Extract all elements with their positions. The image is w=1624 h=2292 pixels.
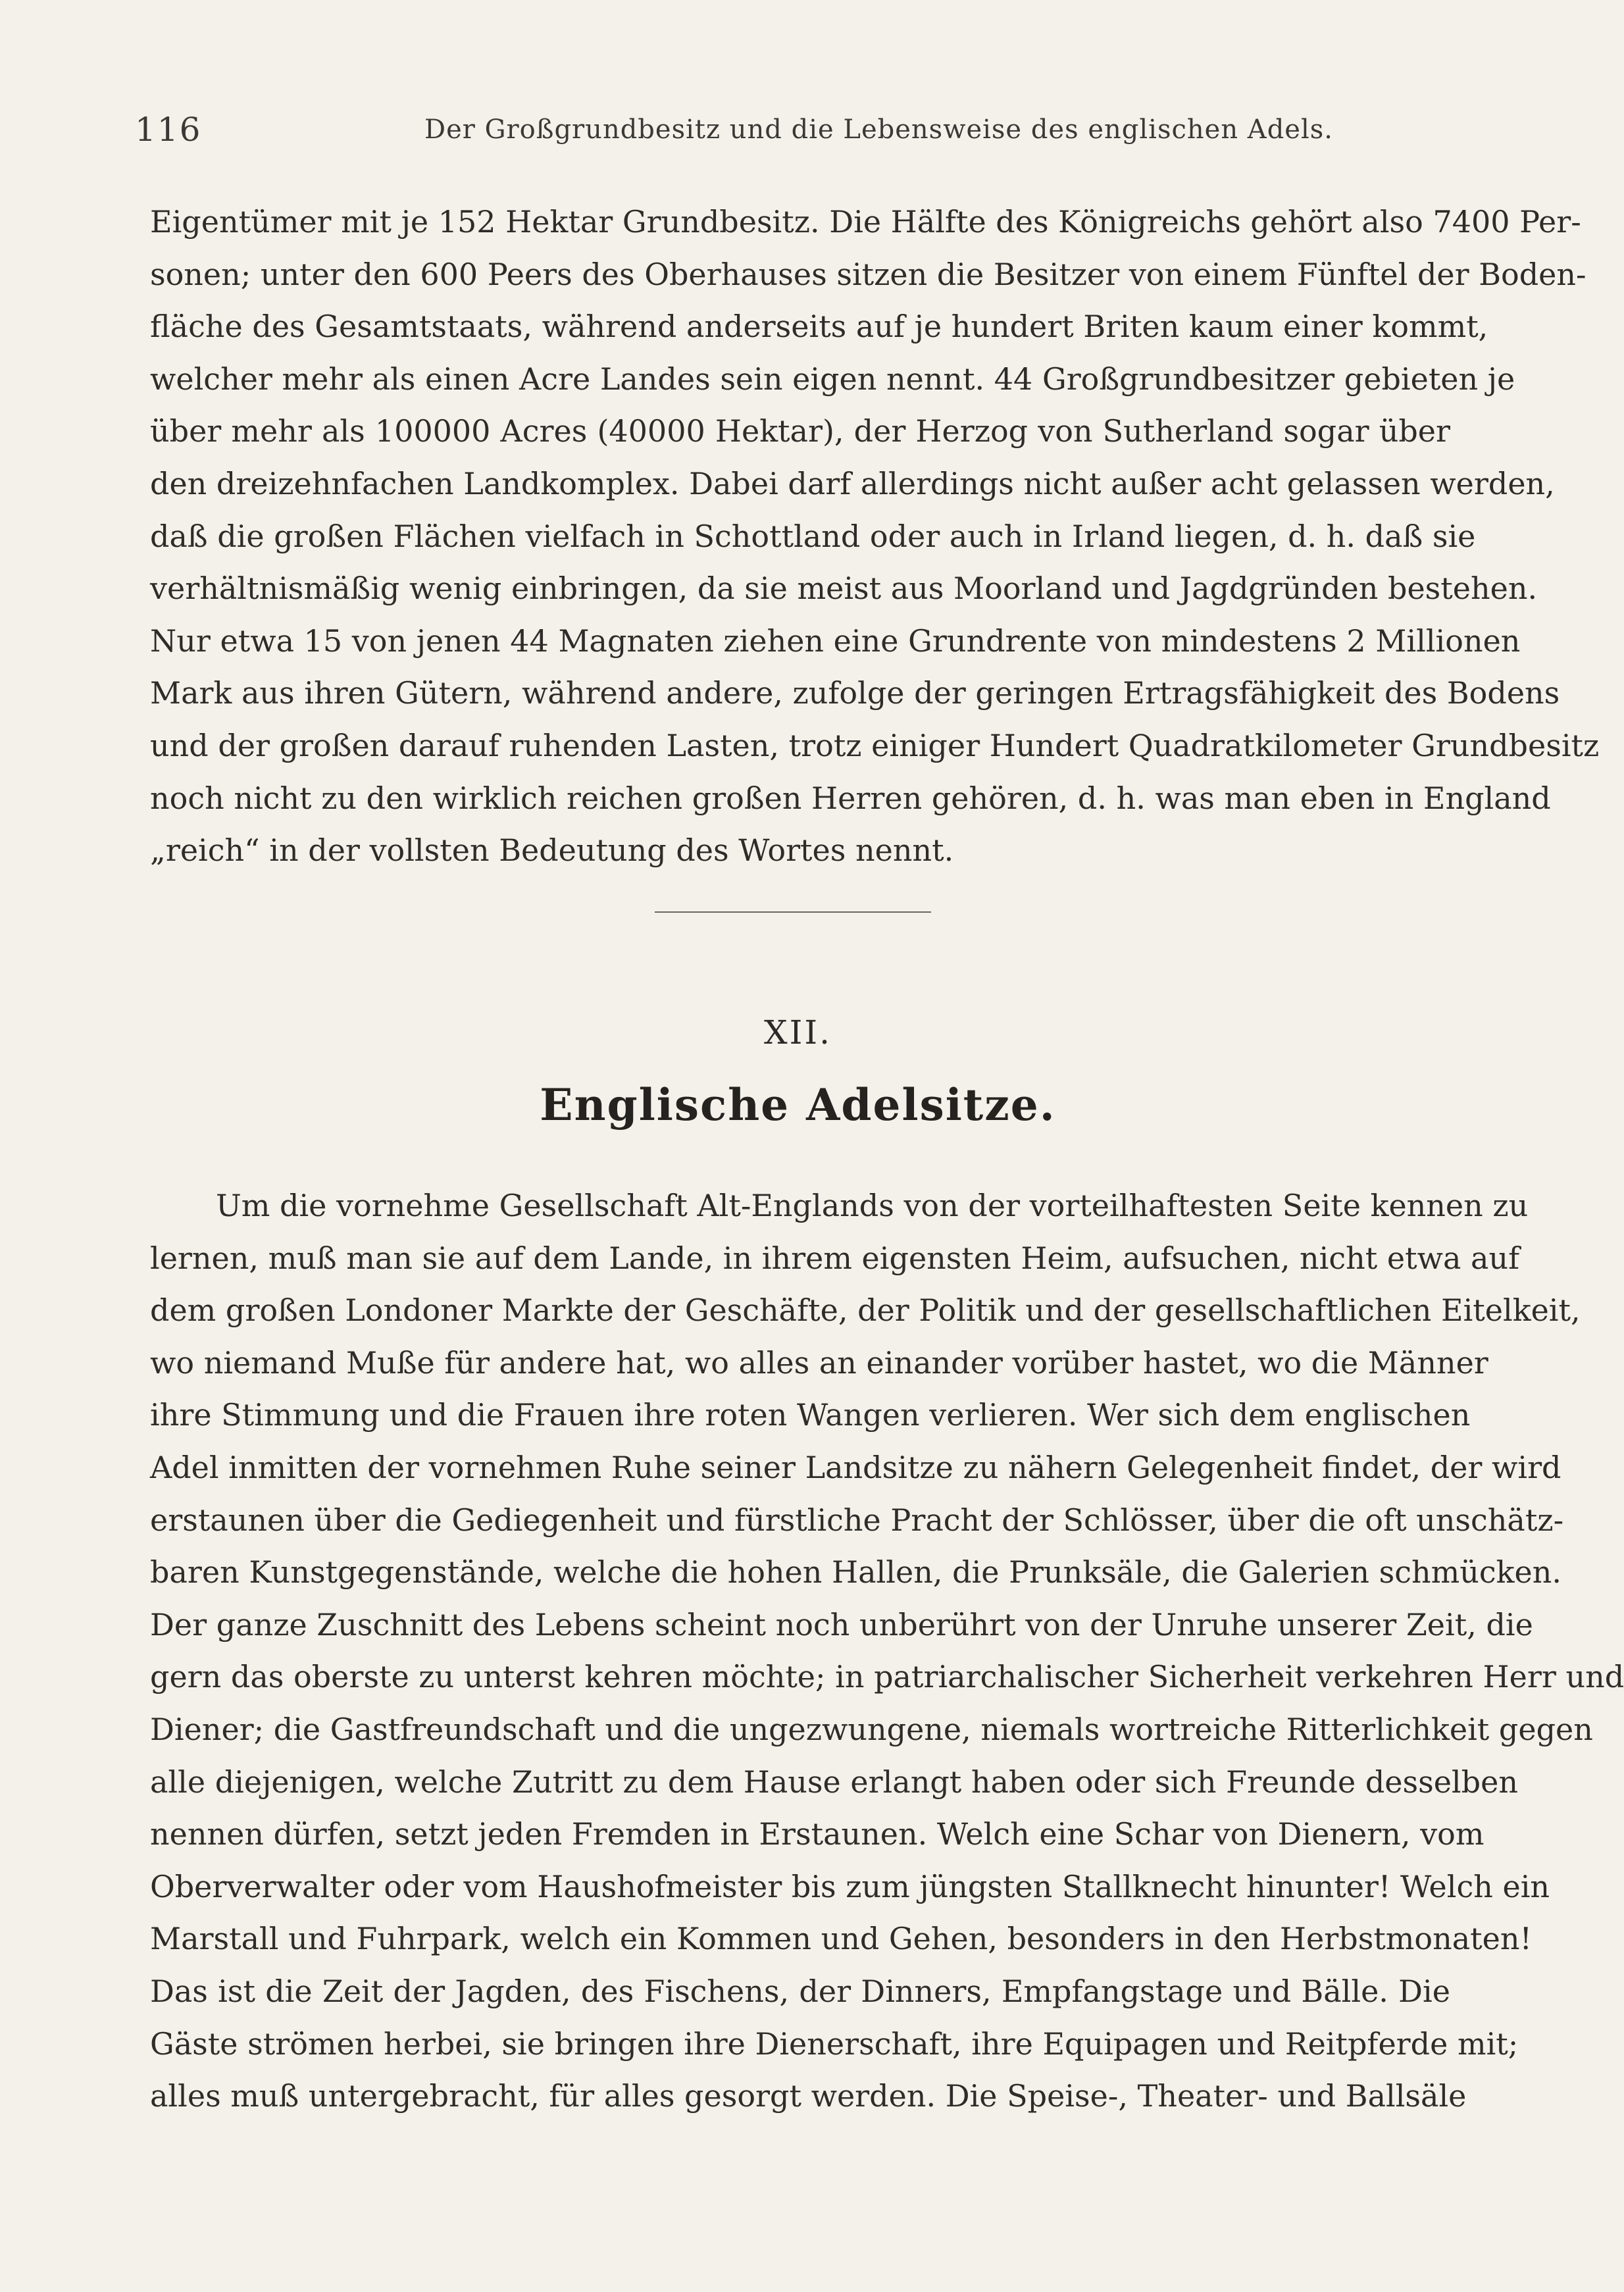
running-head-title: Der Großgrundbesitz und die Lebensweise des englischen Adels. [424,115,1333,145]
text-line: Mark aus ihren Gütern, während andere, zufolge der geringen Ertragsfähigkeit des Bodens [150,675,1560,711]
running-head [135,111,1451,157]
paragraph-continuation [150,196,1600,877]
text-line: ihre Stimmung und die Frauen ihre roten Wangen verlieren. Wer sich dem englischen [150,1397,1471,1433]
text-line: Gäste strömen herbei, sie bringen ihre Dienerschaft, ihre Equipagen und Reitpferde mit; [150,2025,1519,2062]
text-line: Adel inmitten der vornehmen Ruhe seiner Landsitze zu nähern Gelegenheit findet, der wird [150,1449,1561,1485]
text-line: gern das oberste zu unterst kehren möchte; in patriarchalischer Sicherheit verkehren Herr und [150,1659,1624,1695]
page-number: 116 [135,111,202,149]
text-line: wo niemand Muße für andere hat, wo alles an einander vorüber hastet, wo die Männer [150,1344,1488,1381]
chapter-number: XII. [764,1013,832,1052]
text-line: Marstall und Fuhrpark, welch ein Kommen und Gehen, besonders in den Herbstmonaten! [150,1921,1532,1957]
text-line: nennen dürfen, setzt jeden Fremden in Erstaunen. Welch eine Schar von Dienern, vom [150,1816,1484,1852]
text-line: dem großen Londoner Markte der Geschäfte, der Politik und der gesellschaftlichen Eitelkeit, [150,1292,1581,1329]
section-divider [655,911,931,913]
text-line: fläche des Gesamtstaats, während anderseits auf je hundert Briten kaum einer kommt, [150,309,1488,345]
text-line: „reich“ in der vollsten Bedeutung des Wortes nennt. [150,832,954,869]
text-line: daß die großen Flächen vielfach in Schottland oder auch in Irland liegen, d. h. daß sie [150,518,1476,554]
chapter-paragraph [150,1180,1624,2123]
text-line: Um die vornehme Gesellschaft Alt-Englands von der vorteilhaftesten Seite kennen zu [216,1188,1529,1223]
text-line: lernen, muß man sie auf dem Lande, in ihrem eigensten Heim, aufsuchen, nicht etwa auf [150,1240,1520,1276]
text-line: welcher mehr als einen Acre Landes sein eigen nennt. 44 Großgrundbesitzer gebieten je [150,361,1515,397]
text-line: den dreizehnfachen Landkomplex. Dabei darf allerdings nicht außer acht gelassen werden, [150,465,1555,501]
text-line: alles muß untergebracht, für alles gesorgt werden. Die Speise-, Theater- und Ballsäle [150,2078,1467,2114]
text-line: baren Kunstgegenstände, welche die hohen Hallen, die Prunksäle, die Galerien schmücken. [150,1554,1561,1591]
text-line: Nur etwa 15 von jenen 44 Magnaten ziehen eine Grundrente von mindestens 2 Millionen [150,623,1521,659]
text-line: Der ganze Zuschnitt des Lebens scheint noch unberührt von der Unruhe unserer Zeit, die [150,1606,1533,1643]
text-line: Eigentümer mit je 152 Hektar Grundbesitz. Die Hälfte des Königreichs gehört also 7400 Per- [150,204,1581,240]
text-line: noch nicht zu den wirklich reichen großen Herren gehören, d. h. was man eben in England [150,780,1551,816]
text-line: über mehr als 100000 Acres (40000 Hektar), der Herzog von Sutherland sogar über [150,413,1450,449]
text-line: Das ist die Zeit der Jagden, des Fischens, der Dinners, Empfangstage und Bälle. Die [150,1973,1450,2009]
text-line: alle diejenigen, welche Zutritt zu dem Hause erlangt haben oder sich Freunde desselben [150,1764,1518,1800]
text-line: sonen; unter den 600 Peers des Oberhauses sitzen die Besitzer von einem Fünftel der Boden- [150,256,1586,292]
chapter-title: Englische Adelsitze. [540,1079,1056,1131]
text-line: und der großen darauf ruhenden Lasten, trotz einiger Hundert Quadratkilometer Grundbesitz [150,727,1600,763]
text-line: verhältnismäßig wenig einbringen, da sie meist aus Moorland und Jagdgründen bestehen. [150,571,1538,607]
text-line: Diener; die Gastfreundschaft und die ungezwungene, niemals wortreiche Ritterlichkeit gegen [150,1711,1593,1747]
text-line: erstaunen über die Gediegenheit und fürstliche Pracht der Schlösser, über die oft unschätz- [150,1502,1564,1538]
text-line: Oberverwalter oder vom Haushofmeister bis zum jüngsten Stallknecht hinunter! Welch ein [150,1868,1550,1904]
